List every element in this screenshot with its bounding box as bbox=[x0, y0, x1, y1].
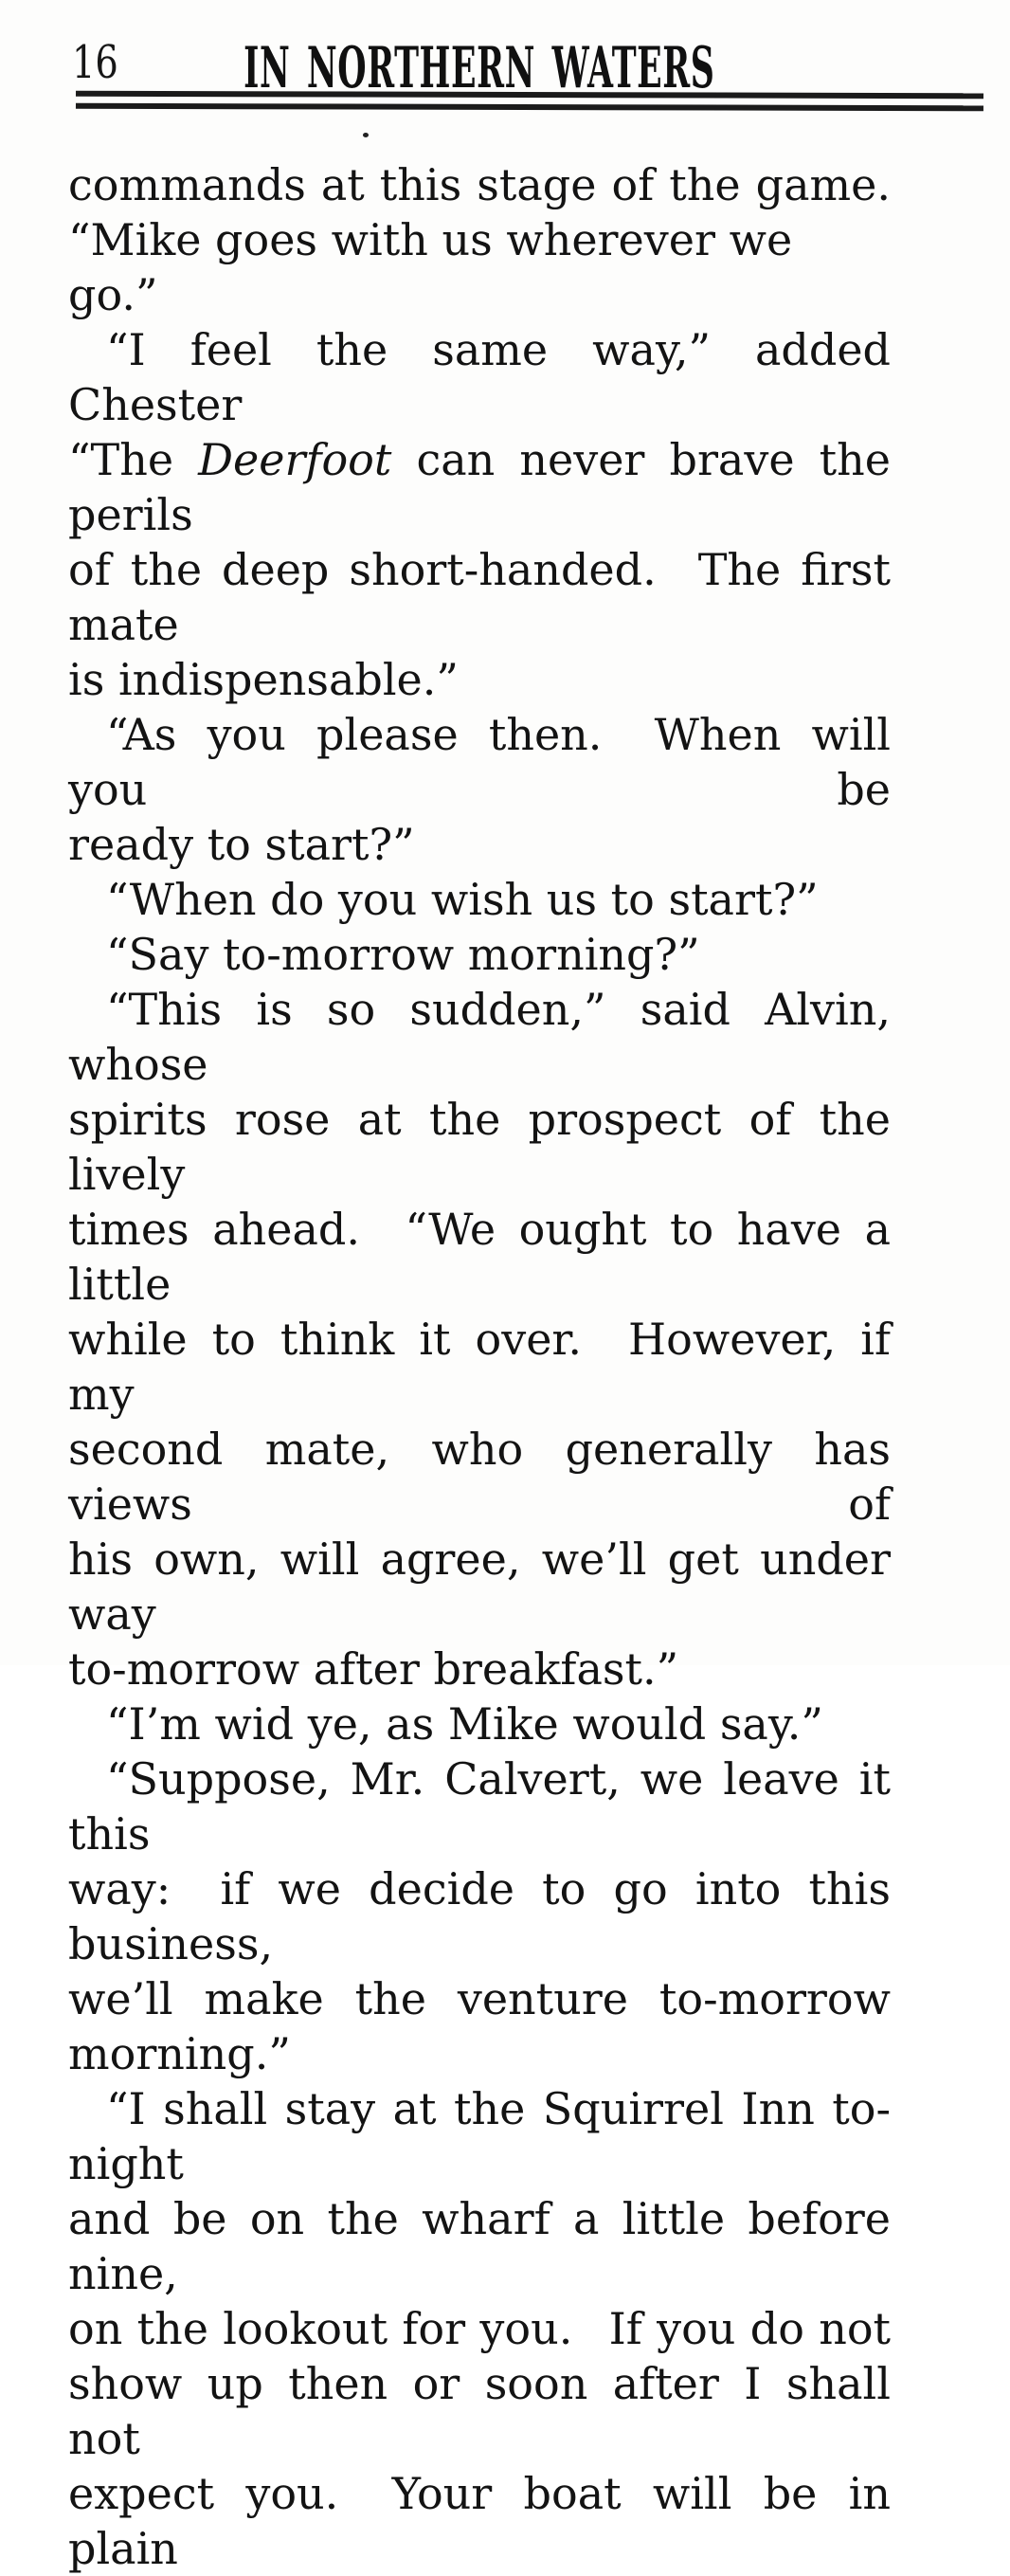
text-segment: times ahead. “We ought to have a little bbox=[68, 1204, 891, 1310]
header-rule bbox=[76, 91, 983, 112]
text-segment: while to think it over. However, if my bbox=[68, 1314, 891, 1420]
text-line bbox=[68, 1312, 891, 1422]
text-line bbox=[68, 2356, 891, 2466]
text-segment: “When do you wish us to start?” bbox=[106, 874, 819, 925]
text-line bbox=[68, 1696, 891, 1751]
text-line bbox=[68, 1532, 891, 1642]
text-line bbox=[68, 432, 891, 542]
text-line bbox=[68, 322, 891, 432]
text-line bbox=[68, 2081, 891, 2191]
text-segment: second mate, who generally has views of bbox=[68, 1424, 891, 1530]
text-segment: “I feel the same way,” added Chester bbox=[68, 324, 891, 430]
running-head bbox=[68, 35, 891, 101]
italic-text: Deerfoot bbox=[198, 434, 392, 485]
text-line bbox=[68, 1751, 891, 1861]
text-segment: to-morrow after breakfast.” bbox=[68, 1643, 679, 1695]
text-line bbox=[68, 872, 891, 927]
page-number: 16 bbox=[72, 36, 118, 89]
text-line bbox=[68, 1861, 891, 1971]
text-segment: ready to start?” bbox=[68, 819, 415, 870]
text-segment: expect you. Your boat will be in plain bbox=[68, 2468, 891, 2574]
text-segment: “I’m wid ye, as Mike would say.” bbox=[106, 1698, 823, 1750]
text-segment: “I shall stay at the Squirrel Inn to-night bbox=[68, 2083, 891, 2189]
text-line bbox=[68, 542, 891, 652]
text-segment: “As you please then. When will you be bbox=[68, 709, 891, 815]
text-segment: “Mike goes with us wherever we go.” bbox=[68, 214, 793, 320]
text-line bbox=[68, 1092, 891, 1202]
text-segment: “This is so sudden,” said Alvin, whose bbox=[68, 984, 891, 1090]
text-segment: “Suppose, Mr. Calvert, we leave it this bbox=[68, 1753, 891, 1859]
text-line bbox=[68, 707, 891, 817]
text-line bbox=[68, 1202, 891, 1312]
text-segment: is indispensable.” bbox=[68, 654, 459, 705]
text-segment: “The bbox=[68, 434, 199, 485]
text-segment: we’ll make the venture to-morrow morning.” bbox=[68, 1973, 891, 2079]
running-title: IN NORTHERN WATERS bbox=[243, 35, 715, 101]
text-line bbox=[68, 1422, 891, 1532]
page-text bbox=[68, 157, 891, 2576]
text-line bbox=[68, 927, 891, 982]
text-line bbox=[68, 2301, 891, 2356]
text-segment: can never brave the perils bbox=[68, 434, 891, 540]
text-line bbox=[68, 1971, 891, 2081]
text-segment: “Say to-morrow morning?” bbox=[106, 929, 700, 980]
text-line bbox=[68, 157, 891, 212]
text-segment: spirits rose at the prospect of the lively bbox=[68, 1094, 891, 1200]
text-line bbox=[68, 212, 891, 322]
text-segment: show up then or soon after I shall not bbox=[68, 2358, 891, 2464]
ink-dot bbox=[363, 133, 369, 137]
text-line bbox=[68, 652, 891, 707]
text-segment: on the lookout for you. If you do not bbox=[68, 2303, 891, 2354]
text-segment: of the deep short-handed. The first mate bbox=[68, 544, 891, 650]
text-line bbox=[68, 2191, 891, 2301]
text-line bbox=[68, 817, 891, 872]
text-segment: his own, will agree, we’ll get under way bbox=[68, 1533, 891, 1640]
text-line bbox=[68, 1642, 891, 1696]
text-line bbox=[68, 2466, 891, 2576]
text-line bbox=[68, 982, 891, 1092]
text-segment: commands at this stage of the game. bbox=[68, 159, 891, 210]
text-segment: and be on the wharf a little before nine, bbox=[68, 2193, 891, 2299]
text-segment: way: if we decide to go into this business, bbox=[68, 1863, 891, 1969]
